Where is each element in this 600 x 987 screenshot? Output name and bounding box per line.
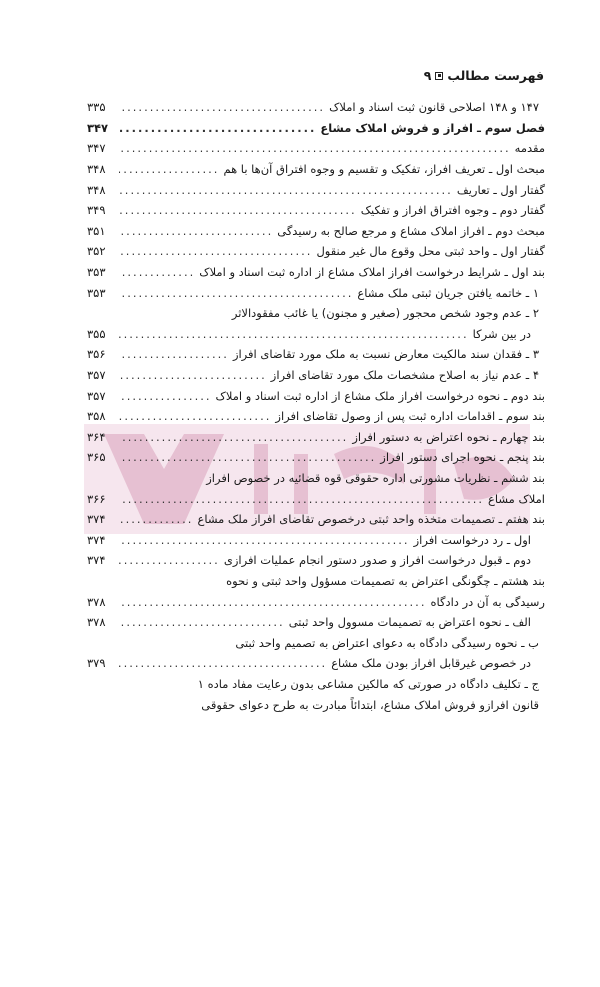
toc-entry-21: دوم ـ قبول درخواست افراز و صدور دستور انجام عملیات افرازی ..... ۳۷۴: [87, 550, 545, 571]
toc-entry-11: ۲ ـ عدم وجود شخص محجور (صغیر و مجنون) یا غائب مفقودالاثر: [231, 306, 539, 321]
header-page-number: ۹: [423, 68, 432, 83]
toc-entry-4: مبحث اول ـ تعریف افراز، تفکیک و تقسیم و وجوه افتراق آن‌ها با هم ..... ۳۴۸: [87, 159, 545, 180]
page-header: [424, 68, 544, 83]
toc-entry-5: گفتار اول ـ تعاریف ..... ۳۴۸: [87, 179, 545, 200]
toc-entry-18: بند ششم ـ نظریات مشورتی اداره حقوقی قوه قضائیه در خصوص افراز: [206, 470, 545, 485]
toc-entry-20: اول ـ رد درخواست افراز ..... ۳۷۴: [87, 529, 545, 550]
toc-entry-25: ج ـ تکلیف دادگاه در صورتی که مالکین مشاعی بدون رعایت مفاد ماده ۱: [197, 676, 539, 691]
toc-entry-1: ۱۴۷ و ۱۴۸ اصلاحی قانون ثبت اسناد و املاک ..... ۳۳۵: [87, 97, 545, 118]
toc-entry-9: بند اول ـ شرایط درخواست افراز املاک مشاع از اداره ثبت اسناد و املاک ..... ۳۵۳: [87, 262, 545, 283]
toc-entry-22: بند هشتم ـ چگونگی اعتراض به تصمیمات مسؤول واحد ثبتی و نحوه: [226, 573, 545, 588]
toc-entry-3: مقدمه ..... ۳۴۷: [87, 138, 545, 159]
toc-entry-24: ب ـ نحوه رسیدگی دادگاه به دعوای اعتراض به تصمیم واحد ثبتی: [235, 635, 539, 650]
square-bullet-icon: [435, 72, 443, 80]
toc-entry-23: الف ـ نحوه اعتراض به تصمیمات مسوول واحد ثبتی ..... ۳۷۸: [87, 612, 545, 633]
toc-entry-12: ۳ ـ فقدان سند مالکیت معارض نسبت به ملک مورد تقاضای افراز ..... ۳۵۶: [87, 344, 545, 365]
header-title: فهرست مطالب: [447, 68, 544, 83]
toc-entry-15: بند سوم ـ اقدامات اداره ثبت پس از وصول تقاضای افراز ..... ۳۵۸: [87, 406, 545, 427]
toc-entry-18-cont: املاک مشاع ..... ۳۶۶: [87, 488, 545, 509]
toc-entry-8: گفتار اول ـ واحد ثبتی محل وقوع مال غیر منقول ..... ۳۵۲: [87, 241, 545, 262]
toc-entry-16: بند چهارم ـ نحوه اعتراض به دستور افراز ..... ۳۶۴: [87, 427, 545, 448]
toc-entry-6: گفتار دوم ـ وجوه افتراق افراز و تفکیک ..... ۳۴۹: [87, 200, 545, 221]
toc-entry-22-cont: رسیدگی به آن در دادگاه ..... ۳۷۸: [87, 591, 545, 612]
toc-entry-24-cont: در خصوص غیرقابل افراز بودن ملک مشاع ..... ۳۷۹: [87, 653, 545, 674]
toc-entry-7: مبحث دوم ـ افراز املاک مشاع و مرجع صالح به رسیدگی ..... ۳۵۱: [87, 221, 545, 242]
toc-entry-13: ۴ ـ عدم نیاز به اصلاح مشخصات ملک مورد تقاضای افراز ..... ۳۵۷: [87, 365, 545, 386]
toc-entry-25-cont: قانون افرازو فروش املاک مشاع، ابتدائاً مبادرت به طرح دعوای حقوقی: [201, 697, 539, 712]
toc-entry-11-cont: در بین شرکا ..... ۳۵۵: [87, 324, 545, 345]
toc-entry-chapter: فصل سوم ـ افراز و فروش املاک مشاع ..... ۳۴۷: [87, 118, 545, 139]
toc-entry-10: ۱ ـ خاتمه یافتن جریان ثبتی ملک مشاع ..... ۳۵۳: [87, 282, 545, 303]
toc-entry-14: بند دوم ـ نحوه درخواست افراز ملک مشاع از اداره ثبت اسناد و املاک ..... ۳۵۷: [87, 385, 545, 406]
toc-entry-19: بند هفتم ـ تصمیمات متخذه واحد ثبتی درخصوص تقاضای افراز ملک مشاع ..... ۳۷۴: [87, 509, 545, 530]
table-of-contents: [87, 97, 545, 715]
toc-entry-17: بند پنجم ـ نحوه اجرای دستور افراز ..... ۳۶۵: [87, 447, 545, 468]
